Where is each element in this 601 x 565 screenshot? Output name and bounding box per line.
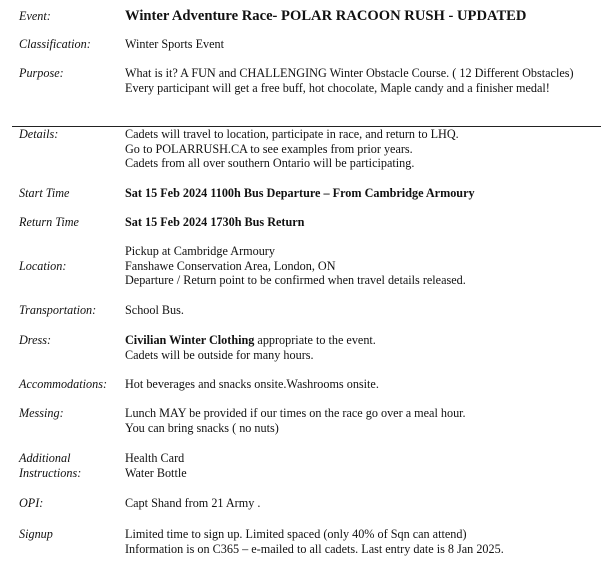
location-line: Fanshawe Conservation Area, London, ON [125,258,336,273]
classification-value [125,37,595,52]
dress-line-2: Cadets will be outside for many hours. [125,347,314,362]
messing-line: Lunch MAY be provided if our times on the race go over a meal hour. [125,406,466,420]
purpose-value [125,66,595,95]
location-value [125,244,595,288]
details-line: Cadets from all over southern Ontario will be participating. [125,156,415,171]
classification-text: Winter Sports Event [125,37,225,51]
transportation-text: School Bus. [125,303,184,317]
transportation-label: Transportation: [19,303,97,317]
location-label: Location: [19,259,67,273]
signup-line: Limited time to sign up. Limited spaced (only 40% of Sqn can attend) [125,527,467,541]
start-time-text: Sat 15 Feb 2024 1100h Bus Departure – From Cambridge Armoury [125,186,475,200]
details-line: Go to POLARRUSH.CA to see examples from prior years. [125,141,413,156]
messing-line: You can bring snacks ( no nuts) [125,420,279,435]
event-label: Event: [19,9,51,23]
additional-value [125,451,595,480]
dress-label: Dress: [19,333,52,347]
additional-label-line: Additional [19,451,71,465]
accommodations-label: Accommodations: [19,377,108,391]
location-line: Departure / Return point to be confirmed when travel details released. [125,273,466,288]
return-time-value [125,215,595,230]
accommodations-text: Hot beverages and snacks onsite.Washrooms onsite. [125,377,379,391]
classification-label: Classification: [19,37,91,51]
dress-rest: appropriate to the event. [254,333,376,347]
details-value [125,127,595,171]
additional-line: Health Card [125,451,185,465]
dress-value [125,333,595,362]
signup-value [125,527,595,556]
details-label: Details: [19,127,59,141]
opi-text: Capt Shand from 21 Army . [125,496,261,510]
additional-line: Water Bottle [125,465,187,480]
messing-value [125,406,595,435]
purpose-label: Purpose: [19,66,64,80]
return-time-label: Return Time [19,215,79,229]
return-time-text: Sat 15 Feb 2024 1730h Bus Return [125,215,305,229]
accommodations-value [125,377,595,392]
opi-label: OPI: [19,496,44,510]
start-time-label: Start Time [19,186,70,200]
messing-label: Messing: [19,406,64,420]
additional-label-line: Instructions: [19,465,82,480]
additional-label [19,451,81,480]
signup-label: Signup [19,527,53,541]
event-value [125,8,595,24]
signup-line: Information is on C365 – e-mailed to all cadets. Last entry date is 8 Jan 2025. [125,541,504,556]
start-time-value [125,186,595,201]
dress-emphasis: Civilian Winter Clothing [125,333,255,347]
transportation-value [125,303,595,318]
location-line: Pickup at Cambridge Armoury [125,244,275,258]
details-line: Cadets will travel to location, participate in race, and return to LHQ. [125,127,459,141]
dress-line [125,333,595,348]
purpose-text: What is it? A FUN and CHALLENGING Winter Obstacle Course. ( 12 Different Obstacles) Every participant will get a free buff, hot chocolate, Maple candy and a finisher medal! [125,66,574,95]
opi-value [125,496,595,511]
event-title: Winter Adventure Race- POLAR RACOON RUSH - UPDATED [125,8,527,24]
